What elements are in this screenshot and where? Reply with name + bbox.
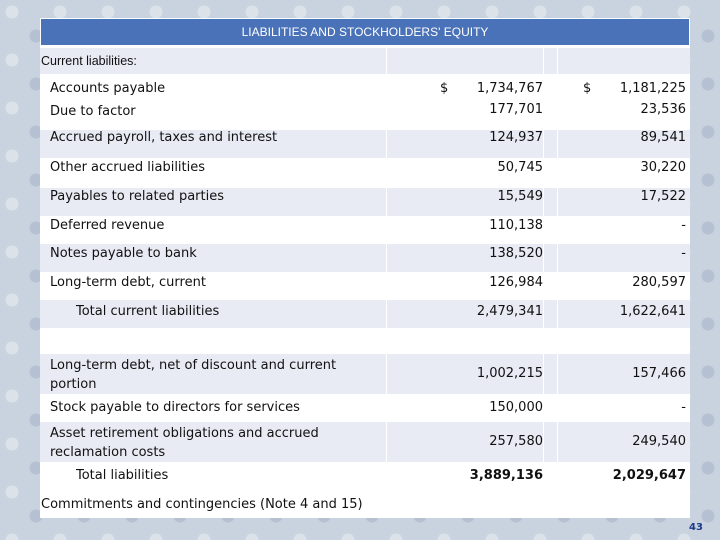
- value-col2: 157,466: [632, 366, 686, 381]
- currency-symbol: $: [583, 81, 592, 96]
- row-label: Long-term debt, net of discount and current portion: [50, 358, 337, 392]
- value-col1: 15,549: [497, 189, 543, 204]
- row-label: Long-term debt, current: [50, 275, 206, 290]
- value-col2: 23,536: [640, 102, 686, 117]
- row-label: Accrued payroll, taxes and interest: [50, 130, 278, 145]
- value-col1: 138,520: [489, 246, 543, 261]
- row-label: Notes payable to bank: [50, 246, 197, 261]
- column-divider: [557, 48, 558, 490]
- value-col2: 1,622,641: [619, 304, 686, 319]
- balance-sheet-table: [40, 18, 690, 518]
- currency-symbol: $: [440, 81, 449, 96]
- value-col2: 89,541: [640, 130, 686, 145]
- row-band: [40, 328, 690, 354]
- value-col1: 257,580: [489, 434, 543, 449]
- row-label: Stock payable to directors for services: [50, 400, 300, 415]
- value-col2: 30,220: [640, 160, 686, 175]
- row-band: [40, 48, 690, 74]
- footer-note: Commitments and contingencies (Note 4 and 15): [41, 497, 363, 512]
- value-col1: 124,937: [489, 130, 543, 145]
- value-col2: -: [681, 400, 686, 415]
- row-label: Deferred revenue: [50, 218, 165, 233]
- value-col1: 50,745: [497, 160, 543, 175]
- value-col1: 1,002,215: [476, 366, 543, 381]
- row-label: Other accrued liabilities: [50, 160, 206, 175]
- value-col1: 110,138: [489, 218, 543, 233]
- value-col1: 3,889,136: [469, 468, 543, 483]
- row-label: Due to factor: [50, 104, 136, 119]
- value-col1: 1,734,767: [476, 81, 543, 96]
- value-col2: 280,597: [632, 275, 686, 290]
- total-label: Total liabilities: [76, 468, 169, 483]
- row-label: Payables to related parties: [50, 189, 224, 204]
- column-divider: [386, 48, 387, 490]
- value-col2: -: [681, 246, 686, 261]
- column-divider: [543, 48, 544, 490]
- value-col1: 150,000: [489, 400, 543, 415]
- row-label: Accounts payable: [50, 81, 166, 96]
- page-number: 43: [689, 522, 703, 533]
- value-col1: 2,479,341: [476, 304, 543, 319]
- value-col2: 17,522: [640, 189, 686, 204]
- section-label: Current liabilities:: [41, 54, 137, 68]
- value-col2: -: [681, 218, 686, 233]
- value-col2: 2,029,647: [612, 468, 686, 483]
- row-label: Asset retirement obligations and accrued reclamation costs: [50, 426, 319, 460]
- value-col2: 249,540: [632, 434, 686, 449]
- value-col1: 177,701: [489, 102, 543, 117]
- subtotal-label: Total current liabilities: [76, 304, 220, 319]
- table-header: LIABILITIES AND STOCKHOLDERS' EQUITY: [40, 18, 690, 46]
- value-col2: 1,181,225: [619, 81, 686, 96]
- value-col1: 126,984: [489, 275, 543, 290]
